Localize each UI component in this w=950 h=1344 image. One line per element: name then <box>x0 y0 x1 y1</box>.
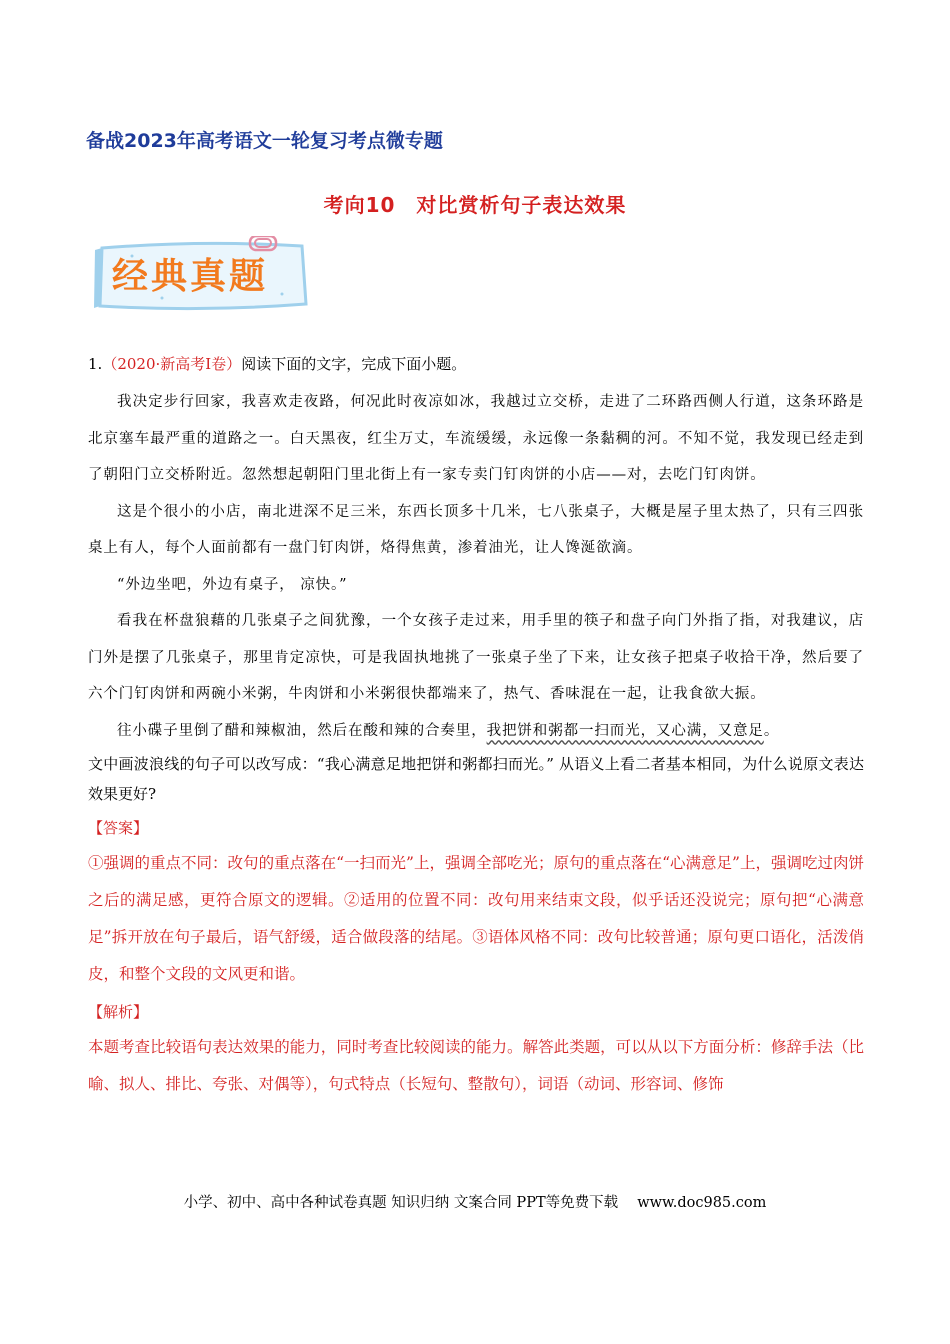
last-para-end: 。 <box>763 722 780 739</box>
banner-classic-exam <box>92 236 312 318</box>
question-header <box>88 350 864 378</box>
question-number: 1. <box>88 355 103 373</box>
answer-label: 【答案】 <box>88 819 149 837</box>
question-instruction: 阅读下面的文字，完成下面小题。 <box>241 355 467 373</box>
passage-paragraph: “外边坐吧，外边有桌子， 凉快。” <box>117 576 348 593</box>
analysis-label: 【解析】 <box>88 1003 149 1021</box>
wavy-underlined-sentence: 我把饼和粥都一扫而光，又心满，又意足 <box>486 722 764 739</box>
question-source: （2020·新高考Ⅰ卷） <box>102 355 242 373</box>
analysis-text: 本题考查比较语句表达效果的能力，同时考查比较阅读的能力。解答此类题，可以从以下方面分析：修辞手法（比喻、拟人、排比、夸张、对偶等），句式特点（长短句、整散句），词语（动词、形容词、修饰 <box>88 1038 864 1093</box>
topic-title: 考向10 对比赏析句子表达效果 <box>323 193 627 217</box>
passage-paragraph: 看我在杯盘狼藉的几张桌子之间犹豫，一个女孩子走过来，用手里的筷子和盘子向门外指了指，对我建议，店门外是摆了几张桌子，那里肯定凉快，可是我固执地挑了一张桌子坐了下来，让女孩子把桌子收拾干净，然后要了六个门钉肉饼和两碗小米粥，牛肉饼和小米粥很快都端来了，热气、香味混在一起，让我食欲大振。 <box>88 613 864 702</box>
question-block <box>88 350 864 1103</box>
passage-paragraph: 这是个很小的小店，南北进深不足三米，东西长顶多十几米，七八张桌子，大概是屋子里太热了，只有三四张桌上有人，每个人面前都有一盘门钉肉饼，烙得焦黄，渗着油光，让人馋涎欲滴。 <box>88 503 864 556</box>
question-prompt: 文中画波浪线的句子可以改写成：“我心满意足地把饼和粥都扫而光。” 从语义上看二者基本相同，为什么说原文表达效果更好? <box>88 755 864 803</box>
passage-paragraph: 我决定步行回家，我喜欢走夜路，何况此时夜凉如冰，我越过立交桥，走进了二环路西侧人行道，这条环路是北京塞车最严重的道路之一。白天黑夜，红尘万丈，车流缓缓，永远像一条黏稠的河。不知不觉，我发现已经走到了朝阳门立交桥附近。忽然想起朝阳门里北街上有一家专卖门钉肉饼的小店——对，去吃门钉肉饼。 <box>88 394 864 483</box>
footer-text: 小学、初中、高中各种试卷真题 知识归纳 文案合同 PPT等免费下载 www.doc985.com <box>183 1195 767 1211</box>
series-title: 备战2023年高考语文一轮复习考点微专题 <box>86 130 443 152</box>
last-para-lead: 往小碟子里倒了醋和辣椒油，然后在酸和辣的合奏里， <box>117 722 487 739</box>
answer-text: ①强调的重点不同：改句的重点落在“一扫而光”上，强调全部吃光；原句的重点落在“心满意足”上，强调吃过肉饼之后的满足感，更符合原文的逻辑。②适用的位置不同：改句用来结束文段，似乎话还没说完；原句把“心满意足”拆开放在句子最后，语气舒缓，适合做段落的结尾。③语体风格不同：改句比较普通；原句更口语化，活泼俏皮，和整个文段的文风更和谐。 <box>88 854 864 983</box>
passage-paragraph-last <box>88 713 864 750</box>
banner-label: 经典真题 <box>112 256 269 297</box>
